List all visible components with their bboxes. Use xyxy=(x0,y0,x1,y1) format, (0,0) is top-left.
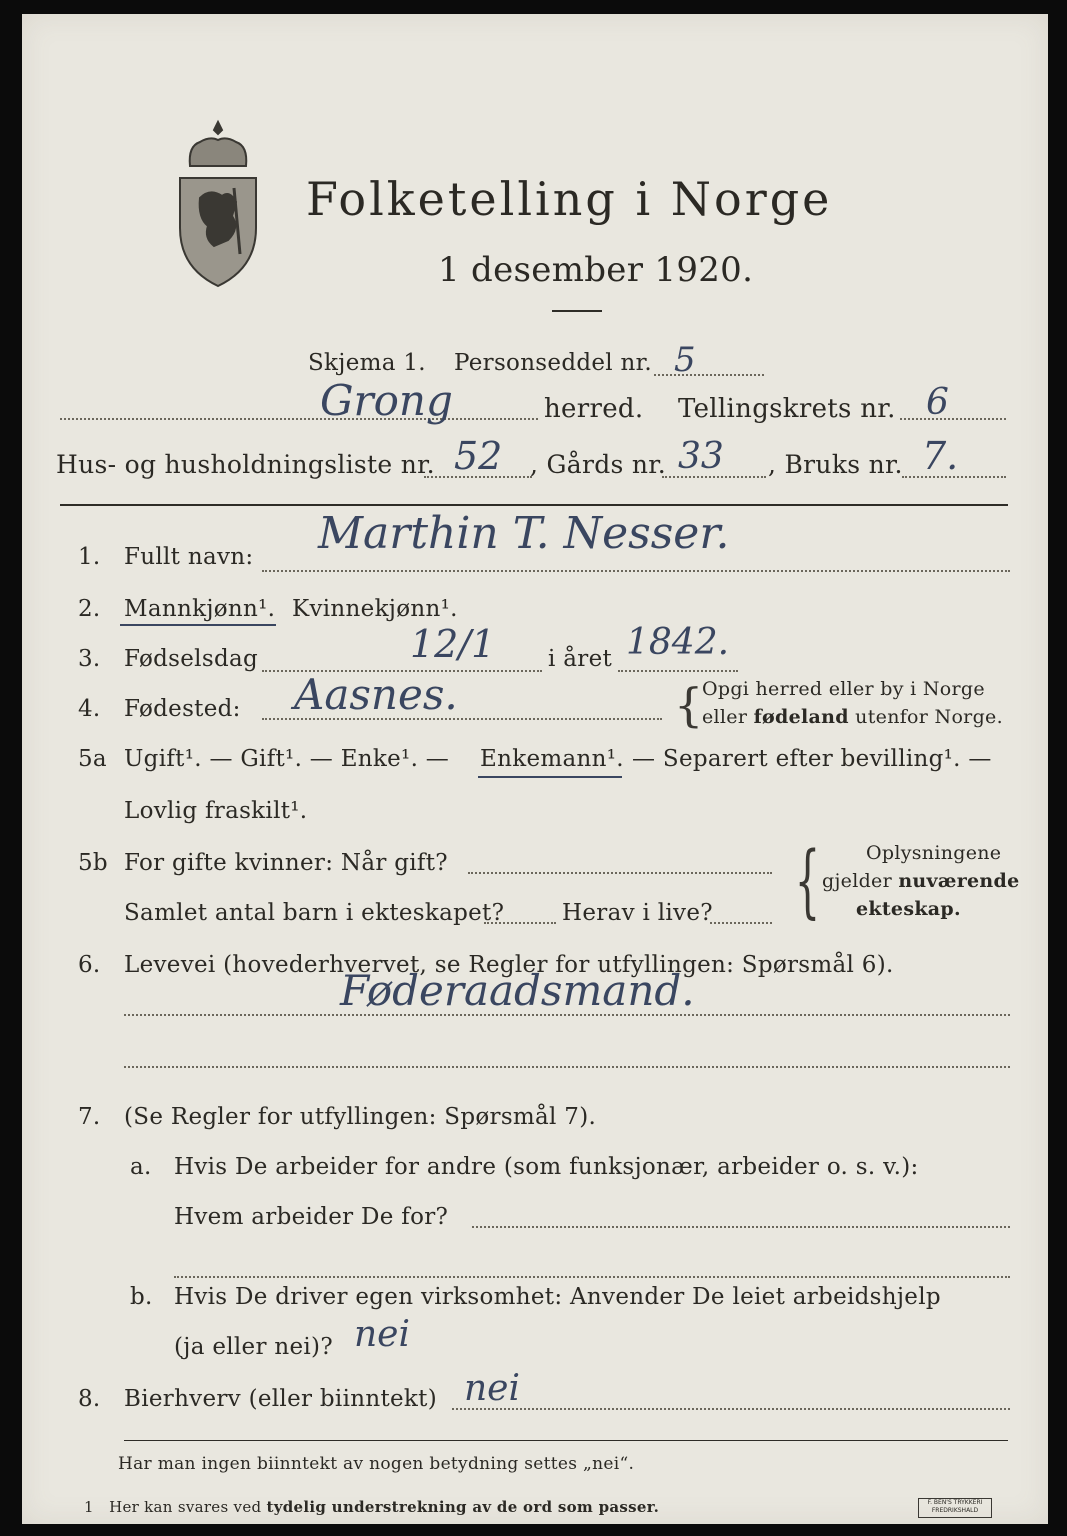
marital-status-widower: Enkemann¹. xyxy=(480,746,624,772)
occupation-value: Føderaadsmand. xyxy=(340,966,695,1015)
q4-number: 4. xyxy=(78,696,101,722)
marital-status-options-a: Ugift¹. — Gift¹. — Enke¹. — xyxy=(124,746,450,772)
personseddel-number: 5 xyxy=(674,340,696,380)
q1-number: 1. xyxy=(78,544,101,570)
q6-label: Levevei (hovederhvervet, se Regler for utfyllingen: Spørsmål 6). xyxy=(124,952,894,978)
printer-mark: F. BEN'S TRYKKERI FREDRIKSHALD xyxy=(918,1498,992,1518)
birthplace-value: Aasnes. xyxy=(294,670,458,719)
tellingskrets-number: 6 xyxy=(926,382,949,423)
birth-year-value: 1842. xyxy=(626,622,730,663)
q7b-marker: b. xyxy=(130,1284,153,1310)
marital-status-options-c: — Separert efter bevilling¹. — xyxy=(632,746,992,772)
personseddel-label: Personseddel nr. xyxy=(454,350,653,376)
form-date: 1 desember 1920. xyxy=(438,250,754,290)
husholdningsliste-number: 52 xyxy=(454,434,503,478)
q5b-line1: For gifte kvinner: Når gift? xyxy=(124,850,448,876)
hired-help-value: nei xyxy=(354,1314,411,1355)
herred-label: herred. xyxy=(544,394,644,424)
form-title: Folketelling i Norge xyxy=(306,172,833,226)
full-name-value: Marthin T. Nesser. xyxy=(318,508,730,559)
q7b-line2: (ja eller nei)? xyxy=(174,1334,333,1360)
q7a-marker: a. xyxy=(130,1154,152,1180)
bruks-number: 7. xyxy=(922,434,959,478)
q5b-children-label: Samlet antal barn i ekteskapet? xyxy=(124,900,505,926)
birth-date-value: 12/1 xyxy=(410,622,496,666)
year-label: i året xyxy=(548,646,613,672)
footnote: 1 Her kan svares ved tydelig understrekning av de ord som passer. xyxy=(84,1498,660,1516)
q3-label: Fødselsdag xyxy=(124,646,259,672)
widower-underline xyxy=(478,776,622,778)
sex-female-option: Kvinnekjønn¹. xyxy=(292,596,458,622)
q4-note-line2: eller fødeland utenfor Norge. xyxy=(702,706,1003,728)
sex-male-underline xyxy=(120,624,276,626)
q5b-brace: { xyxy=(794,834,821,927)
q4-note-line1: Opgi herred eller by i Norge xyxy=(702,678,985,700)
q7-label: (Se Regler for utfyllingen: Spørsmål 7). xyxy=(124,1104,597,1130)
q2-number: 2. xyxy=(78,596,101,622)
herred-value: Grong xyxy=(320,376,453,425)
q3-number: 3. xyxy=(78,646,101,672)
q7a-line2: Hvem arbeider De for? xyxy=(174,1204,449,1230)
sex-male-option: Mannkjønn¹. xyxy=(124,596,276,622)
q4-label: Fødested: xyxy=(124,696,241,722)
q8-number: 8. xyxy=(78,1386,101,1412)
norway-coat-of-arms-icon xyxy=(170,118,266,290)
q5b-alive-label: Herav i live? xyxy=(562,900,713,926)
census-form-page xyxy=(22,14,1048,1524)
title-divider xyxy=(552,310,602,312)
side-income-value: nei xyxy=(464,1368,521,1409)
q6-number: 6. xyxy=(78,952,101,978)
q7a-line1: Hvis De arbeider for andre (som funksjonær, arbeider o. s. v.): xyxy=(174,1154,919,1180)
header-divider xyxy=(60,504,1008,506)
q7b-line1: Hvis De driver egen virksomhet: Anvender De leiet arbeidshjelp xyxy=(174,1284,941,1310)
footer-note: Har man ingen biinntekt av nogen betydning settes „nei“. xyxy=(118,1454,635,1474)
q5b-number: 5b xyxy=(78,850,108,876)
q8-label: Bierhverv (eller biinntekt) xyxy=(124,1386,437,1412)
skjema-label: Skjema 1. xyxy=(308,350,426,376)
gards-label: , Gårds nr. xyxy=(530,450,667,479)
gards-number: 33 xyxy=(678,436,724,477)
q5b-note-line3: ekteskap. xyxy=(856,898,961,920)
husholdningsliste-label: Hus- og husholdningsliste nr. xyxy=(56,450,435,479)
q5b-note-line2: gjelder nuværende xyxy=(822,870,1020,892)
q4-brace: { xyxy=(674,678,704,732)
tellingskrets-label: Tellingskrets nr. xyxy=(678,394,896,424)
q5b-note-line1: Oplysningene xyxy=(866,842,1002,864)
marital-status-divorced: Lovlig fraskilt¹. xyxy=(124,798,308,824)
q1-label: Fullt navn: xyxy=(124,544,254,570)
q5a-number: 5a xyxy=(78,746,107,772)
footer-divider xyxy=(124,1440,1008,1441)
bruks-label: , Bruks nr. xyxy=(768,450,903,479)
q7-number: 7. xyxy=(78,1104,101,1130)
